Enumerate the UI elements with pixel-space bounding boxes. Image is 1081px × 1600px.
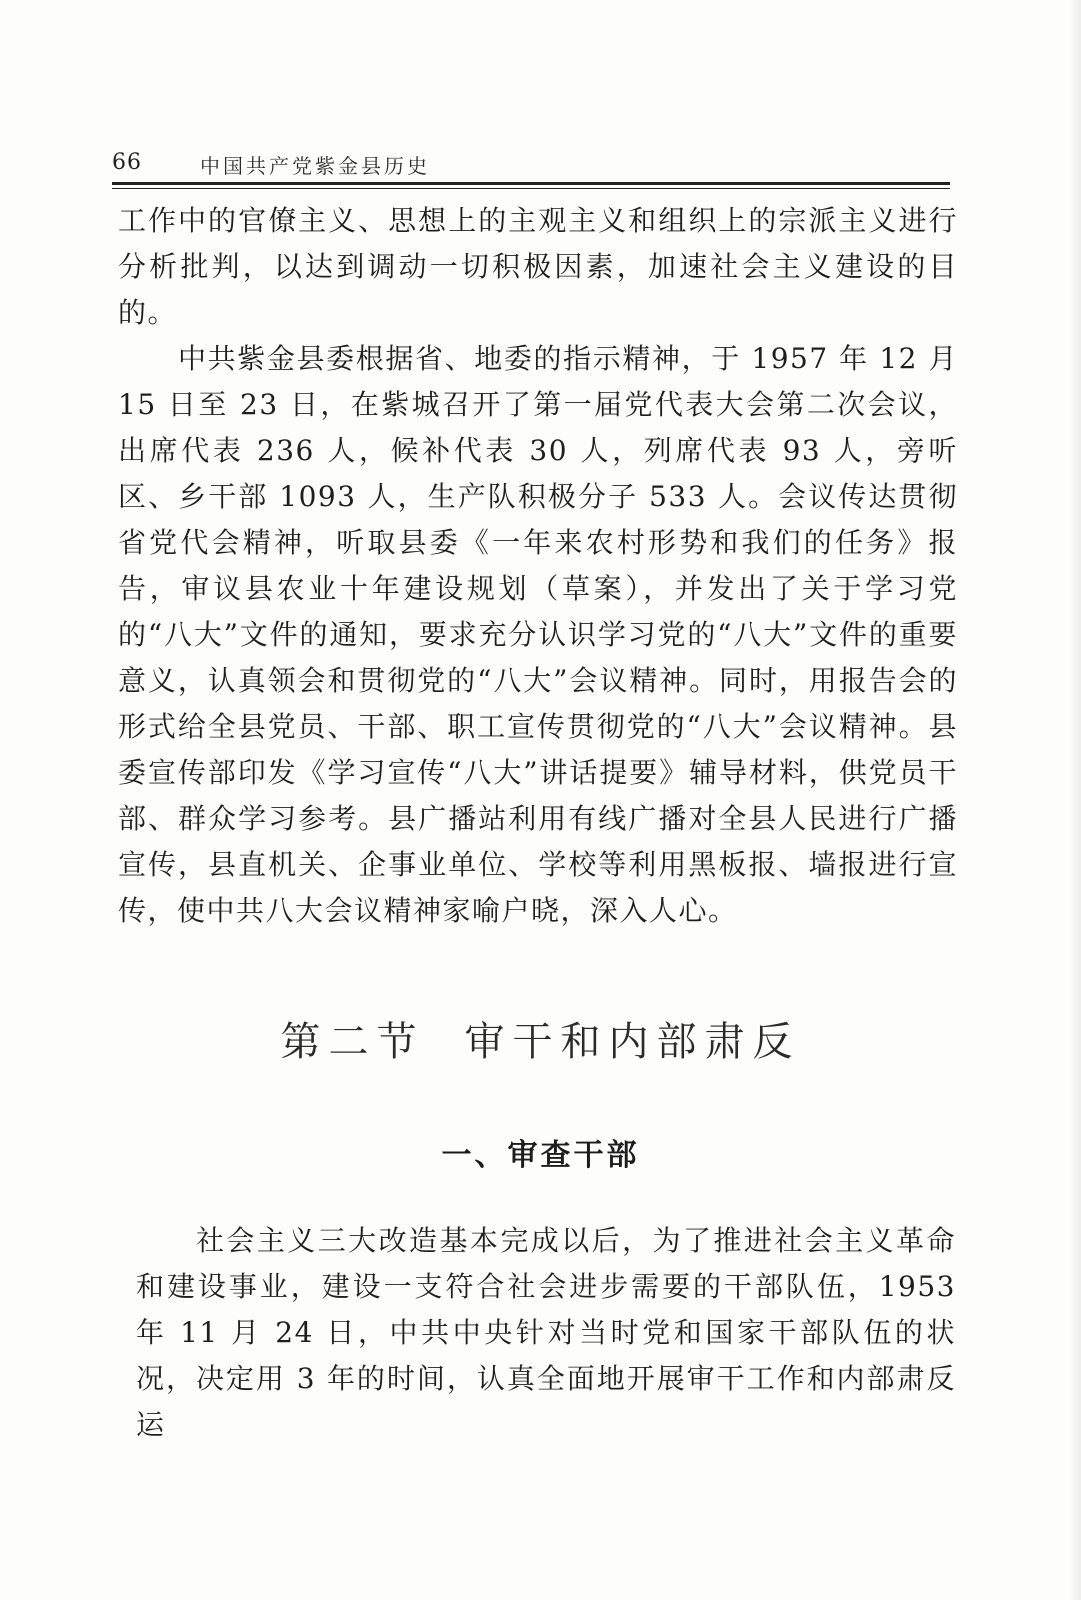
running-head [112,150,952,182]
header-rule-thick [112,182,950,185]
page-edge-shadow [1069,0,1081,1600]
section-title: 审干和内部肃反 [464,1019,801,1065]
body-text-bottom [136,1218,956,1448]
body-text-top [118,198,958,934]
paragraph-continued: 工作中的官僚主义、思想上的主观主义和组织上的宗派主义进行分析批判，以达到调动一切积极因素，加速社会主义建设的目的。 [118,204,958,329]
paragraph-cadre-review: 社会主义三大改造基本完成以后，为了推进社会主义革命和建设事业，建设一支符合社会进步需要的干部队伍，1953 年 11 月 24 日，中共中央针对当时党和国家干部队伍的状况，决定用 3 年的时间，认真全面地开展审干工作和内部肃反运 [136,1224,956,1441]
page-number: 66 [112,150,142,175]
section-heading [0,1010,1081,1067]
book-title: 中国共产党紫金县历史 [200,154,430,178]
header-rule-thin [112,188,950,189]
subsection-heading: 一、审查干部 [441,1138,640,1173]
section-number: 第二节 [280,1019,425,1065]
paragraph-party-congress: 中共紫金县委根据省、地委的指示精神，于 1957 年 12 月 15 日至 23 日，在紫城召开了第一届党代表大会第二次会议，出席代表 236 人，候补代表 30 人，列席代表 93 人，旁听区、乡干部 1093 人，生产队积极分子 533 人。会议传达贯彻省党代会精神，听取县委《一年来农村形势和我们的任务》报告，审议县农业十年建设规划（草案），并发出了关于学习党的“八大”文件的通知，要求充分认识学习党的“八大”文件的重要意义，认真领会和贯彻党的“八大”会议精神。同时，用报告会的形式给全县党员、干部、职工宣传贯彻党的“八大”会议精神。县委宣传部印发《学习宣传“八大”讲话提要》辅导材料，供党员干部、群众学习参考。县广播站利用有线广播对全县人民进行广播宣传，县直机关、企事业单位、学校等利用黑板报、墙报进行宣传，使中共八大会议精神家喻户晓，深入人心。 [118,342,958,927]
